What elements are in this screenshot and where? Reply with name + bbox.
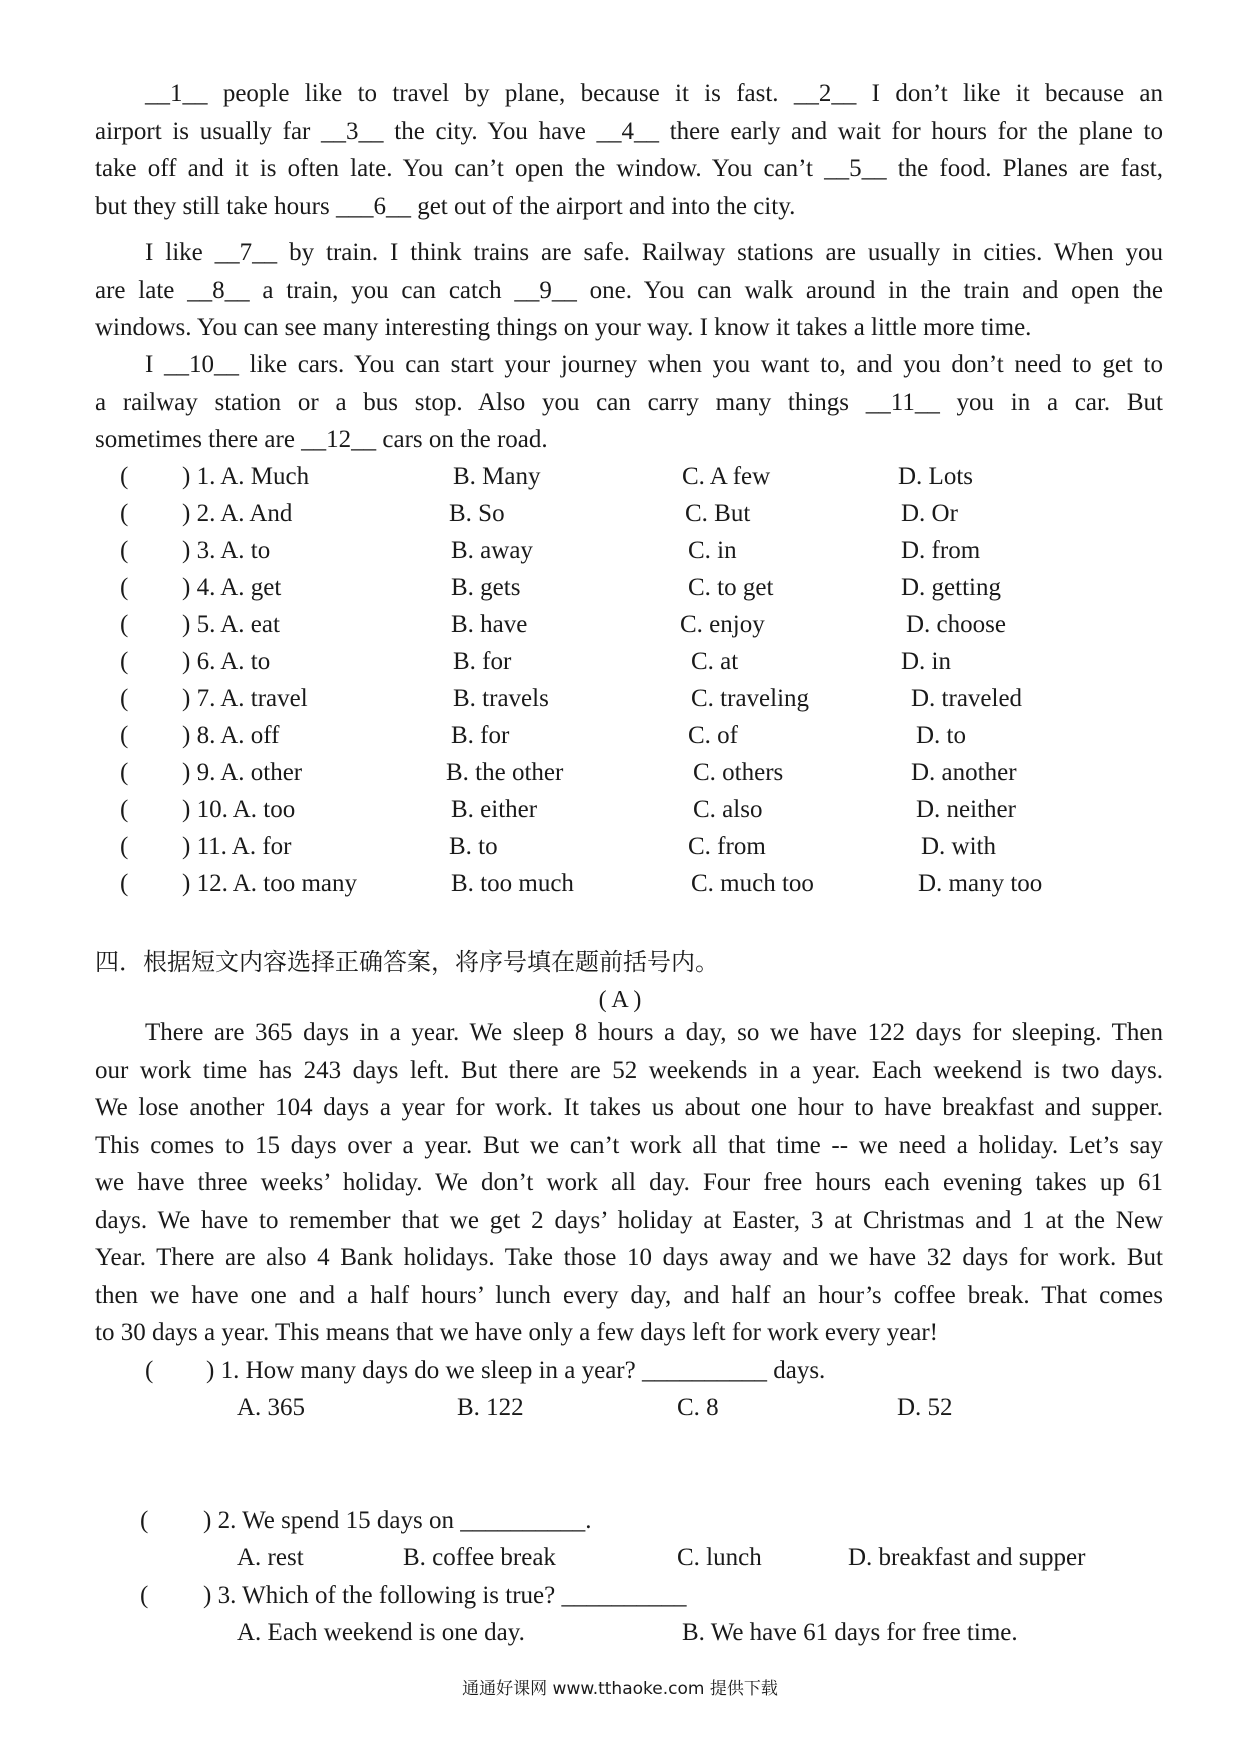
option-c: C. others [693, 759, 784, 786]
cloze-paragraph-1 [95, 75, 1163, 225]
answer-paren[interactable]: ( [140, 1582, 149, 1609]
option-d: D. many too [918, 870, 1043, 897]
cloze-question-row [0, 569, 1240, 606]
answer-paren[interactable]: ( [120, 870, 129, 897]
option-a: ) 1. A. Much [182, 463, 310, 490]
option-a: ) 4. A. get [182, 574, 282, 601]
option-a: ) 9. A. other [182, 759, 303, 786]
answer-paren[interactable]: ( [120, 463, 129, 490]
option-c: C. 8 [677, 1394, 719, 1421]
option-c: C. traveling [691, 685, 810, 712]
option-a: ) 2. A. And [182, 500, 293, 527]
cloze-question-row [0, 680, 1240, 717]
option-a: ) 3. A. to [182, 537, 271, 564]
option-d: D. from [901, 537, 981, 564]
option-c: C. from [688, 833, 766, 860]
option-b: B. gets [451, 574, 521, 601]
option-a: A. rest [237, 1544, 304, 1571]
option-b: B. either [451, 796, 538, 823]
text-line: windows. You can see many interesting things on your way. I know it takes a little more time. [95, 314, 1032, 341]
text-line: our work time has 243 days left. But there are 52 weekends in a year. Each weekend is two days. [95, 1056, 1163, 1084]
answer-paren[interactable]: ( [145, 1357, 154, 1384]
reading-options-3 [0, 1614, 1240, 1651]
answer-paren[interactable]: ( [120, 796, 129, 823]
cloze-question-row [0, 865, 1240, 902]
answer-paren[interactable]: ( [120, 648, 129, 675]
reading-question-1 [0, 1352, 1240, 1389]
option-d: D. another [911, 759, 1017, 786]
option-a: ) 6. A. to [182, 648, 271, 675]
cloze-question-row [0, 754, 1240, 791]
option-b: B. to [449, 833, 498, 860]
option-b: B. coffee break [403, 1544, 556, 1571]
text-line: __1__ people like to travel by plane, because it is fast. __2__ I don’t like it because an [145, 80, 1163, 107]
text-line: are late __8__ a train, you can catch __9__ one. You can walk around in the train and open the [95, 276, 1163, 304]
text-line: I like __7__ by train. I think trains are safe. Railway stations are usually in cities. When you [145, 239, 1163, 266]
option-c: C. A few [682, 463, 771, 490]
answer-paren[interactable]: ( [120, 722, 129, 749]
cloze-paragraph-3 [95, 346, 1163, 459]
text-line: then we have one and a half hours’ lunch every day, and half an hour’s coffee break. That comes [95, 1281, 1163, 1309]
footer-credit: 通通好课网 www.tthaoke.com 提供下载 [462, 1679, 778, 1699]
text-line: I __10__ like cars. You can start your journey when you want to, and you don’t need to get to [145, 351, 1163, 378]
section-heading: 四．根据短文内容选择正确答案，将序号填在题前括号内。 [95, 948, 719, 976]
cloze-question-row [0, 828, 1240, 865]
option-d: D. choose [906, 611, 1006, 638]
reading-question-2 [0, 1502, 1240, 1539]
option-d: D. neither [916, 796, 1016, 823]
section-subheading: ( A ) [598, 987, 642, 1013]
reading-question-3 [0, 1577, 1240, 1614]
reading-options-2 [0, 1539, 1240, 1576]
option-d: D. Or [901, 500, 958, 527]
option-c: C. lunch [677, 1544, 762, 1571]
option-c: C. much too [691, 870, 814, 897]
text-line: but they still take hours ___6__ get out of the airport and into the city. [95, 192, 796, 220]
option-a: ) 11. A. for [182, 833, 292, 860]
option-c: C. also [693, 796, 763, 823]
text-line: airport is usually far __3__ the city. You have __4__ there early and wait for hours for the plane to [95, 117, 1163, 145]
cloze-question-row [0, 643, 1240, 680]
text-line: take off and it is often late. You can’t open the window. You can’t __5__ the food. Planes are fast, [95, 155, 1163, 182]
answer-paren[interactable]: ( [120, 500, 129, 527]
option-d: D. traveled [911, 685, 1023, 712]
option-b: B. too much [451, 870, 574, 897]
text-line: to 30 days a year. This means that we have only a few days left for work every year! [95, 1319, 938, 1346]
text-line: sometimes there are __12__ cars on the road. [95, 426, 548, 453]
option-b: B. away [451, 537, 533, 564]
answer-paren[interactable]: ( [120, 574, 129, 601]
text-line: We lose another 104 days a year for work. It takes us about one hour to have breakfast and supper. [95, 1094, 1163, 1121]
option-a: ) 8. A. off [182, 722, 280, 749]
option-c: C. enjoy [680, 611, 765, 638]
option-a: A. 365 [237, 1394, 306, 1421]
option-b: B. travels [453, 685, 549, 712]
text-line: This comes to 15 days over a year. But we can’t work all that time -- we need a holiday. Let’s say [95, 1131, 1163, 1159]
cloze-question-row [0, 717, 1240, 754]
text-line: a railway station or a bus stop. Also you can carry many things __11__ you in a car. But [95, 388, 1163, 416]
option-d: D. Lots [898, 463, 973, 490]
text-line: Year. There are also 4 Bank holidays. Take those 10 days away and we have 32 days for work. But [95, 1244, 1163, 1271]
text-line: we have three weeks’ holiday. We don’t work all day. Four free hours each evening takes up 61 [95, 1169, 1163, 1196]
answer-paren[interactable]: ( [140, 1507, 149, 1534]
question-text: ) 2. We spend 15 days on __________. [203, 1507, 592, 1534]
option-c: C. at [691, 648, 739, 675]
option-b: B. the other [446, 759, 564, 786]
cloze-question-row [0, 458, 1240, 495]
option-a: ) 12. A. too many [182, 870, 357, 897]
option-a: ) 7. A. travel [182, 685, 308, 712]
cloze-question-row [0, 606, 1240, 643]
answer-paren[interactable]: ( [120, 685, 129, 712]
option-b: B. have [451, 611, 528, 638]
option-c: C. in [688, 537, 737, 564]
reading-options-1 [0, 1389, 1240, 1426]
option-b: B. 122 [457, 1394, 524, 1421]
answer-paren[interactable]: ( [120, 537, 129, 564]
answer-paren[interactable]: ( [120, 833, 129, 860]
option-b: B. So [449, 500, 505, 527]
option-b: B. for [451, 722, 510, 749]
option-c: C. of [688, 722, 738, 749]
cloze-question-row [0, 532, 1240, 569]
cloze-paragraph-2 [95, 234, 1163, 347]
option-d: D. breakfast and supper [848, 1544, 1086, 1571]
option-a: A. Each weekend is one day. [237, 1619, 525, 1646]
reading-passage [95, 1014, 1163, 1352]
text-line: days. We have to remember that we get 2 days’ holiday at Easter, 3 at Christmas and 1 at the New [95, 1206, 1163, 1234]
option-c: C. But [685, 500, 751, 527]
option-d: D. with [921, 833, 996, 860]
option-d: D. to [916, 722, 966, 749]
option-d: D. in [901, 648, 951, 675]
option-d: D. getting [901, 574, 1001, 601]
option-c: C. to get [688, 574, 774, 601]
cloze-question-row [0, 495, 1240, 532]
option-d: D. 52 [897, 1394, 953, 1421]
question-text: ) 3. Which of the following is true? __________ [203, 1582, 687, 1609]
option-b: B. Many [453, 463, 541, 490]
question-text: ) 1. How many days do we sleep in a year? __________ days. [206, 1357, 826, 1384]
option-a: ) 10. A. too [182, 796, 296, 823]
option-b: B. We have 61 days for free time. [682, 1619, 1018, 1646]
text-line: There are 365 days in a year. We sleep 8 hours a day, so we have 122 days for sleeping. Then [145, 1019, 1163, 1046]
answer-paren[interactable]: ( [120, 759, 129, 786]
answer-paren[interactable]: ( [120, 611, 129, 638]
cloze-question-row [0, 791, 1240, 828]
option-b: B. for [453, 648, 512, 675]
option-a: ) 5. A. eat [182, 611, 280, 638]
